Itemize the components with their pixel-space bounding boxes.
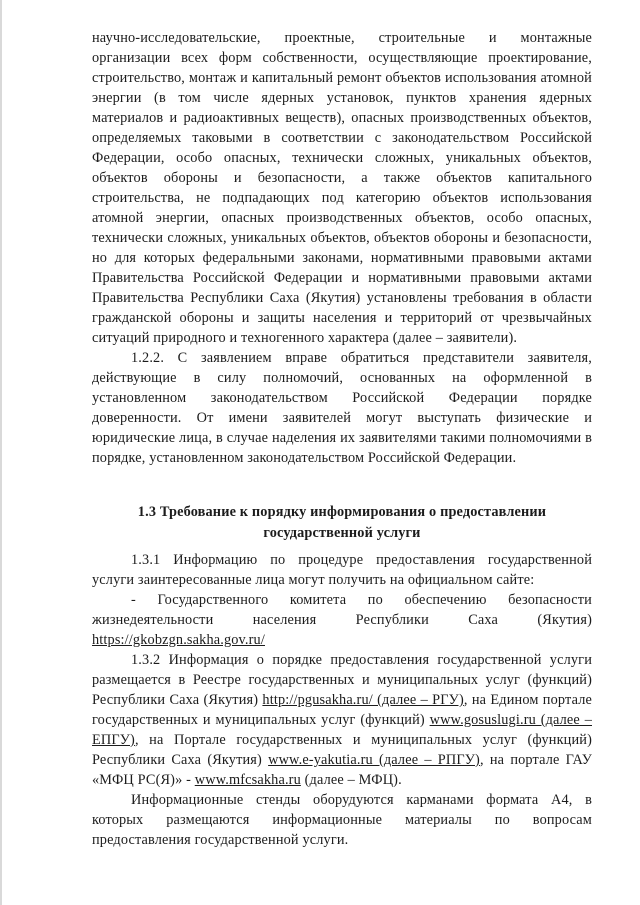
epgu-link[interactable]: www.gosuslugi.ru (далее – ЕПГУ) [92,712,592,748]
committee-site-link[interactable]: https://gkobzgn.sakha.gov.ru/ [92,632,265,648]
regional-portal-text: , на Портале государственных и муниципальных услуг (функций) Республики Саха (Якутия) [92,732,592,768]
section-title-line-2: государственной услуги [263,525,421,541]
rpgu-link[interactable]: www.e-yakutia.ru (далее – РПГУ) [268,752,480,768]
committee-name: - Государственного комитета по обеспечению безопасности жизнедеятельности населения Республики Саха (Якутия) [92,592,592,628]
paragraph-committee-site [92,590,592,650]
paragraph-1-3-1: 1.3.1 Информацию по процедуре предоставления государственной услуги заинтересованные лица могут получить на официальном сайте: [92,552,592,588]
mfc-portal-text: , на портале ГАУ «МФЦ РС(Я)» - [92,752,593,788]
mfc-link[interactable]: www.mfcsakha.ru [194,772,301,788]
portal-text: , на Едином портале государственных и муниципальных услуг (функций) [92,692,592,728]
paragraph-1-3-2 [92,650,592,790]
registry-text: 1.3.2 Информация о порядке предоставления государственной услуги размещается в Реестре государственных и муниципальных услуг (функций) Республики Саха (Якутия) [92,652,592,708]
paragraph-1-2-2: 1.2.2. С заявлением вправе обратиться представители заявителя, действующие в силу полномочий, основанных на оформленной в установленном законодательством Российской Федерации порядке доверенности. От имени заявителей могут выступать физические и юридические лица, в случае наделения их заявителями такими полномочиями в порядке, установленном законодательством Российской Федерации. [92,350,592,466]
section-title-1-3 [92,502,592,544]
paragraph-applicants-list: научно-исследовательские, проектные, строительные и монтажные организации всех форм собственности, осуществляющие проектирование, строительство, монтаж и капитальный ремонт объектов использования атомной энергии (в том числе ядерных установок, пунктов хранения ядерных материалов и радиоактивных веществ), опасных производственных объектов, определяемых таковыми в соответствии с законодательством Российской Федерации, особо опасных, технически сложных, уникальных объектов, объектов обороны и безопасности, а также объектов капитального строительства, не подпадающих под категорию объектов использования атомной энергии, опасных производственных объектов, особо опасных, технически сложных, уникальных объектов, объектов обороны и безопасности, но для которых федеральными законами, нормативными правовыми актами Правительства Российской Федерации и нормативными правовыми актами Правительства Республики Саха (Якутия) установлены требования в области гражданской обороны и защиты населения и территорий от чрезвычайных ситуаций природного и техногенного характера (далее – заявители). [92,30,592,346]
rgu-link[interactable]: http://pgusakha.ru/ (далее – РГУ) [262,692,464,708]
document-body [92,28,592,850]
paragraph-info-stands: Информационные стенды оборудуются карманами формата А4, в которых размещаются информационные материалы по вопросам предоставления государственной услуги. [92,792,592,848]
section-title-line-1: 1.3 Требование к порядку информирования о предоставлении [137,504,547,520]
mfc-suffix-text: (далее – МФЦ). [300,772,402,788]
